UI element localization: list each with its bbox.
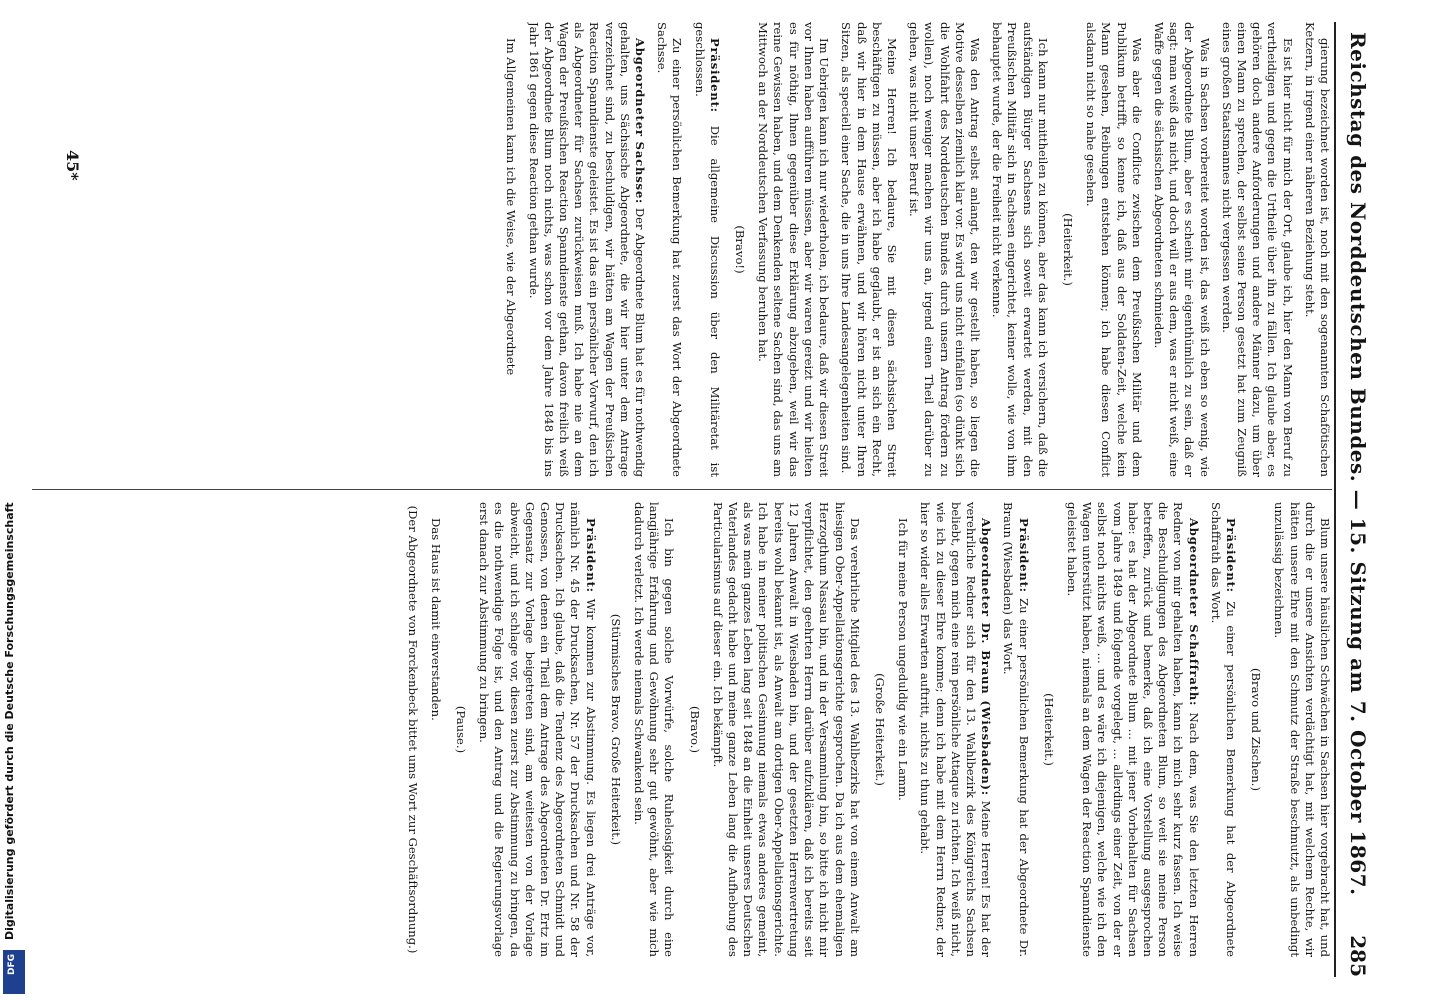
speech-text: Nach dem, was Sie den letzten Herren Redner von mir gehalten haben, kann ich mich sehr kurz fassen. Ich weise die Beschuldigungen des Abgeordneten Blum, so weit sie meine Person betreffen, zurück und bemerke, daß ich eine Vorstellung ausgesprochen habe: es hat der Abgeordnete Blum ... mit jener Vorbehalten für Sachsen vom Jahre 1849 und folgende vorgelegt, ... allerdings einer Zeit, von der er selbst noch nichts weiß, ... und es wäre ich diejenigen, welche wie ich den Wagen unterstützt haben, niemals an dem Wagen der Reaction Spanndienste geleistet haben.: [1064, 502, 1201, 957]
speech-text: Meine Herren! Es hat der verehrliche Redner sich für den 13. Wahlbezirk des Königreichs Sachsen beliebt, gegen mich eine rein persönliche Attaque zu richten. Ich weiß nicht, wie ich zu dieser Ehre komme; denn ich habe mit dem Herrn Redner, der hier so wider alles Erwarten auftritt, nichts zu thun gehabt.: [918, 502, 994, 957]
dfg-logo-label: DFG: [7, 954, 17, 976]
speaker-paragraph: [917, 502, 993, 957]
body-paragraph: Ich bin gegen solche Vorwürfe, solche Ruhelosigkeit durch eine langjährige Erfahrung und Gewöhnung sehr gut gewöhnt, aber wie mich dadurch verletzt. Ich werde niemals Schwankend sein.: [632, 502, 677, 957]
body-paragraph: Es ist hier nicht für mich der Ort, glaube ich, hier den Mann von Beruf zu vertheidigen und gegen die Urtheile über ihn zu fällen. Ich glaube aber, es gehören doch andere Anforderungen und andere Männer dazu, um über einen Mann zu sprechen, der selbst seine Person gesetzt hat zum Zeugniß eines großen Staatsmannes nicht vergessen werden.: [1219, 22, 1295, 477]
header-title: Reichstag des Norddeutschen Bundes. — 15. Sitzung am 7. October 1867.: [1346, 32, 1370, 896]
speaker-name: Abgeordneter Schaffrath:: [1186, 518, 1201, 707]
header-rule: [1334, 22, 1336, 977]
stage-reaction: (Stürmisches Bravo. Große Heiterkeit.): [608, 613, 623, 846]
signature-mark: 45*: [63, 150, 82, 181]
column-divider: [32, 489, 1332, 490]
rotated-document-page: [2, 0, 1382, 1000]
dfg-logo: [3, 950, 25, 994]
speech-text: Zu einer persönlichen Bemerkung hat der Abgeordnete Dr. Braun (Wiesbaden) das Wort.: [1001, 502, 1031, 957]
speaker-paragraph: [525, 22, 647, 477]
stage-reaction: (Bravo.): [687, 705, 702, 754]
speech-text: Wir kommen zur Abstimmung. Es liegen drei Anträge vor, nämlich Nr. 45 der Drucksachen, Nr. 57 der Drucksachen und Nr. 58 der Drucksachen. Ich glaube, daß die Tendenz des Abgeordneten Schmidt und Genossen, von denen ein Theil dem Antrage des Abgeordneten Dr. Ertz im Gegensatz zur Vorlage beigetreten sind, am weitesten von der Vorlage abweicht, und ich schlage vor, diesen zuerst zur Abstimmung zu bringen, da es die nothwendige Folge ist, und den Antrag und die Regierungsvorlage erst danach zur Abstimmung zu bringen.: [477, 502, 598, 957]
speaker-name: Präsident:: [1016, 518, 1031, 593]
body-paragraph: Meine Herren! Ich bedaure, Sie mit diesen sächsischen Streit beschäftigen zu müssen, aber ich habe geglaubt, er ist an sich ein Recht, daß wir hier in dem Hause erwähnen, und wir hören nicht unter Ihren Sitzen, als speciell einer Sache, die in uns Ihre Landesangelegenheiten sind.: [839, 22, 899, 477]
stage-reaction: (Große Heiterkeit.): [872, 673, 887, 786]
right-column: [12, 502, 1332, 957]
speaker-paragraph: [691, 22, 721, 477]
body-paragraph: Zu einer persönlichen Bemerkung hat zuerst das Wort der Abgeordnete Sachsse.: [655, 22, 685, 477]
body-paragraph: Im Allgemeinen kann ich die Weise, wie der Abgeordnete: [504, 38, 519, 376]
speech-text: Der Abgeordnete Blum hat es für nothwendig gehalten, uns Sächsische Abgeordnete, die wir hier unter dem Antrage verzeichnet sind, zu beschuldigen, wir hätten am Wagen der Preußischen Reaction Spanndienste geleistet. Es ist das ein persönlicher Vorwurf, den ich als Abgeordneter für Sachsen zurückweisen muß. Ich habe nie an dem Wagen der Preußischen Reaction Spanndienste gethan, davon freilich weiß der Abgeordnete Blum noch nichts, was schon vor dem Jahre 1848 bis ins Jahr 1861 gegen diese Reaction gethan wurde.: [526, 22, 648, 477]
body-paragraph: gierung bezeichnet worden ist, noch mit den sogenannten Schafötischen Ketzern, in irgend einer näheren Beziehung steht.: [1302, 22, 1332, 477]
page-header: [1340, 22, 1374, 977]
speaker-paragraph: [1064, 502, 1201, 957]
speaker-paragraph: [476, 502, 598, 957]
speaker-name: Abgeordneter Sachsse:: [633, 38, 648, 205]
body-paragraph: Ich für meine Person ungeduldig wie ein Lamm.: [896, 518, 911, 801]
speech-text: Zu einer persönlichen Bemerkung hat der Abgeordnete Schaffrath das Wort.: [1208, 502, 1238, 957]
body-paragraph: Was den Antrag selbst anlangt, den wir gestellt haben, so liegen die Motive desselben ziemlich klar vor. Es wird uns nicht einfallen (so dünkt sich die Wohlfahrt des Norddeutschen Bundes durch unsern Antrag fördern zu wollen), noch weniger machen wir uns an, irgend einen Theil darüber zu gehen, was nicht unser Beruf ist.: [907, 22, 982, 477]
stage-reaction: (Heiterkeit.): [1060, 213, 1075, 286]
speaker-name: Abgeordneter Dr. Braun (Wiesbaden):: [979, 518, 994, 796]
left-column: [12, 22, 1332, 477]
footer: [0, 0, 28, 1000]
speaker-name: Präsident:: [1223, 518, 1238, 593]
speech-text: Die allgemeine Discussion über den Militäretat ist geschlossen.: [692, 22, 722, 477]
stage-reaction: (Bravo!): [733, 225, 748, 274]
speaker-paragraph: [1000, 502, 1030, 957]
body-paragraph: Das verehrliche Mitglied des 13. Wahlbezirks hat von einem Anwalt am hiesigen Ober-Appellationsgerichte gesprochen. Da ich aus dem ehemaligen Herzogthum Nassau bin, und in der Versammlung bin, so bitte ich nicht mir verpflichtet, den geehrten Herrn darüber aufzuklären, daß ich bereits seit 12 Jahren Anwalt in Wiesbaden bin, und der gesetzten Herrenvertretung bereits wohl bekannt ist, als Anwalt am dortigen Ober-Appellationsgerichte. Ich habe in meiner politischen Gesinnung niemals etwas anderes gemeint, als was mein ganzes Leben lang seit 1848 an die Einheit unseres Deutschen Vaterlandes gedacht habe und meine ganze Leben lang die Aufhebung des Particularismus auf dieser ein. Ich bekämpft.: [710, 502, 862, 957]
body-paragraph: Blum unsere häuslichen Schwächen in Sachsen hier vorgebracht hat, und durch die er unsere Ansichten verdächtigt hat, mit welchem Rechte, wir hätten unsere Ehre mit den Schmutz der Straße beschmutzt, als unbedingt unzulässig bezeichnen.: [1272, 502, 1332, 957]
page-number: 285: [1346, 935, 1370, 977]
stage-reaction: (Heiterkeit.): [1041, 693, 1056, 766]
stage-reaction: (Der Abgeordnete von Forckenbeck bittet ums Wort zur Geschäftsordnung.): [405, 505, 420, 954]
body-paragraph: Was in Sachsen vorbereitet worden ist, das weiß ich eben so wenig, wie der Abgeordnete Blum, aber es scheint mir eigenthümlich zu sein, daß er sagt: man weiß das nicht, und doch will er aus dem, was er nicht weiß, eine Waffe gegen die sächsischen Abgeordneten schmieden.: [1151, 22, 1212, 477]
speaker-name: Präsident:: [707, 38, 722, 113]
body-paragraph: Ich kann nur mittheilen zu können, aber das kann ich versichern, daß die aufständigen Bürger Sachsens sich soweit erwartet werden, mit den Preußischen Militär sich in Sachsen eingerichtet, keiner wolle, wie von ihm behauptet wurde, der die Freiheit nicht verkenne.: [990, 22, 1050, 477]
body-paragraph: Das Haus ist damit einverstanden.: [428, 518, 443, 721]
body-paragraph: Was aber die Conflicte zwischen dem Preußischen Militär und dem Publikum betrifft, so kenne ich, daß aus der Soldaten-Zeit, welche kein Mann gesehen, Reibungen entstehen können; ich habe diesen Conflict alsdann nicht so nahe gesehen.: [1084, 22, 1144, 477]
stage-reaction: (Bravo und Zischen.): [1249, 668, 1264, 791]
body-paragraph: Im Uebrigen kann ich nur wiederholen, ich bedaure, daß wir diesen Streit vor Ihnen haben aufführen müssen, aber wir waren gereizt und wir hielten es für nöthig, Ihnen gegenüber diese Erklärung abzugeben, weil wir das reine Gewissen haben, und dem Denkenden seltene Sachen sind, das uns am Mittwoch an der Norddeutschen Verfassung beruhen hat.: [756, 22, 832, 477]
stage-reaction: (Pause.): [454, 705, 469, 754]
digitization-note: Digitalisierung gefördert durch die Deutsche Forschungsgemeinschaft: [3, 502, 16, 940]
speaker-name: Präsident:: [583, 518, 598, 593]
speaker-paragraph: [1208, 502, 1238, 957]
